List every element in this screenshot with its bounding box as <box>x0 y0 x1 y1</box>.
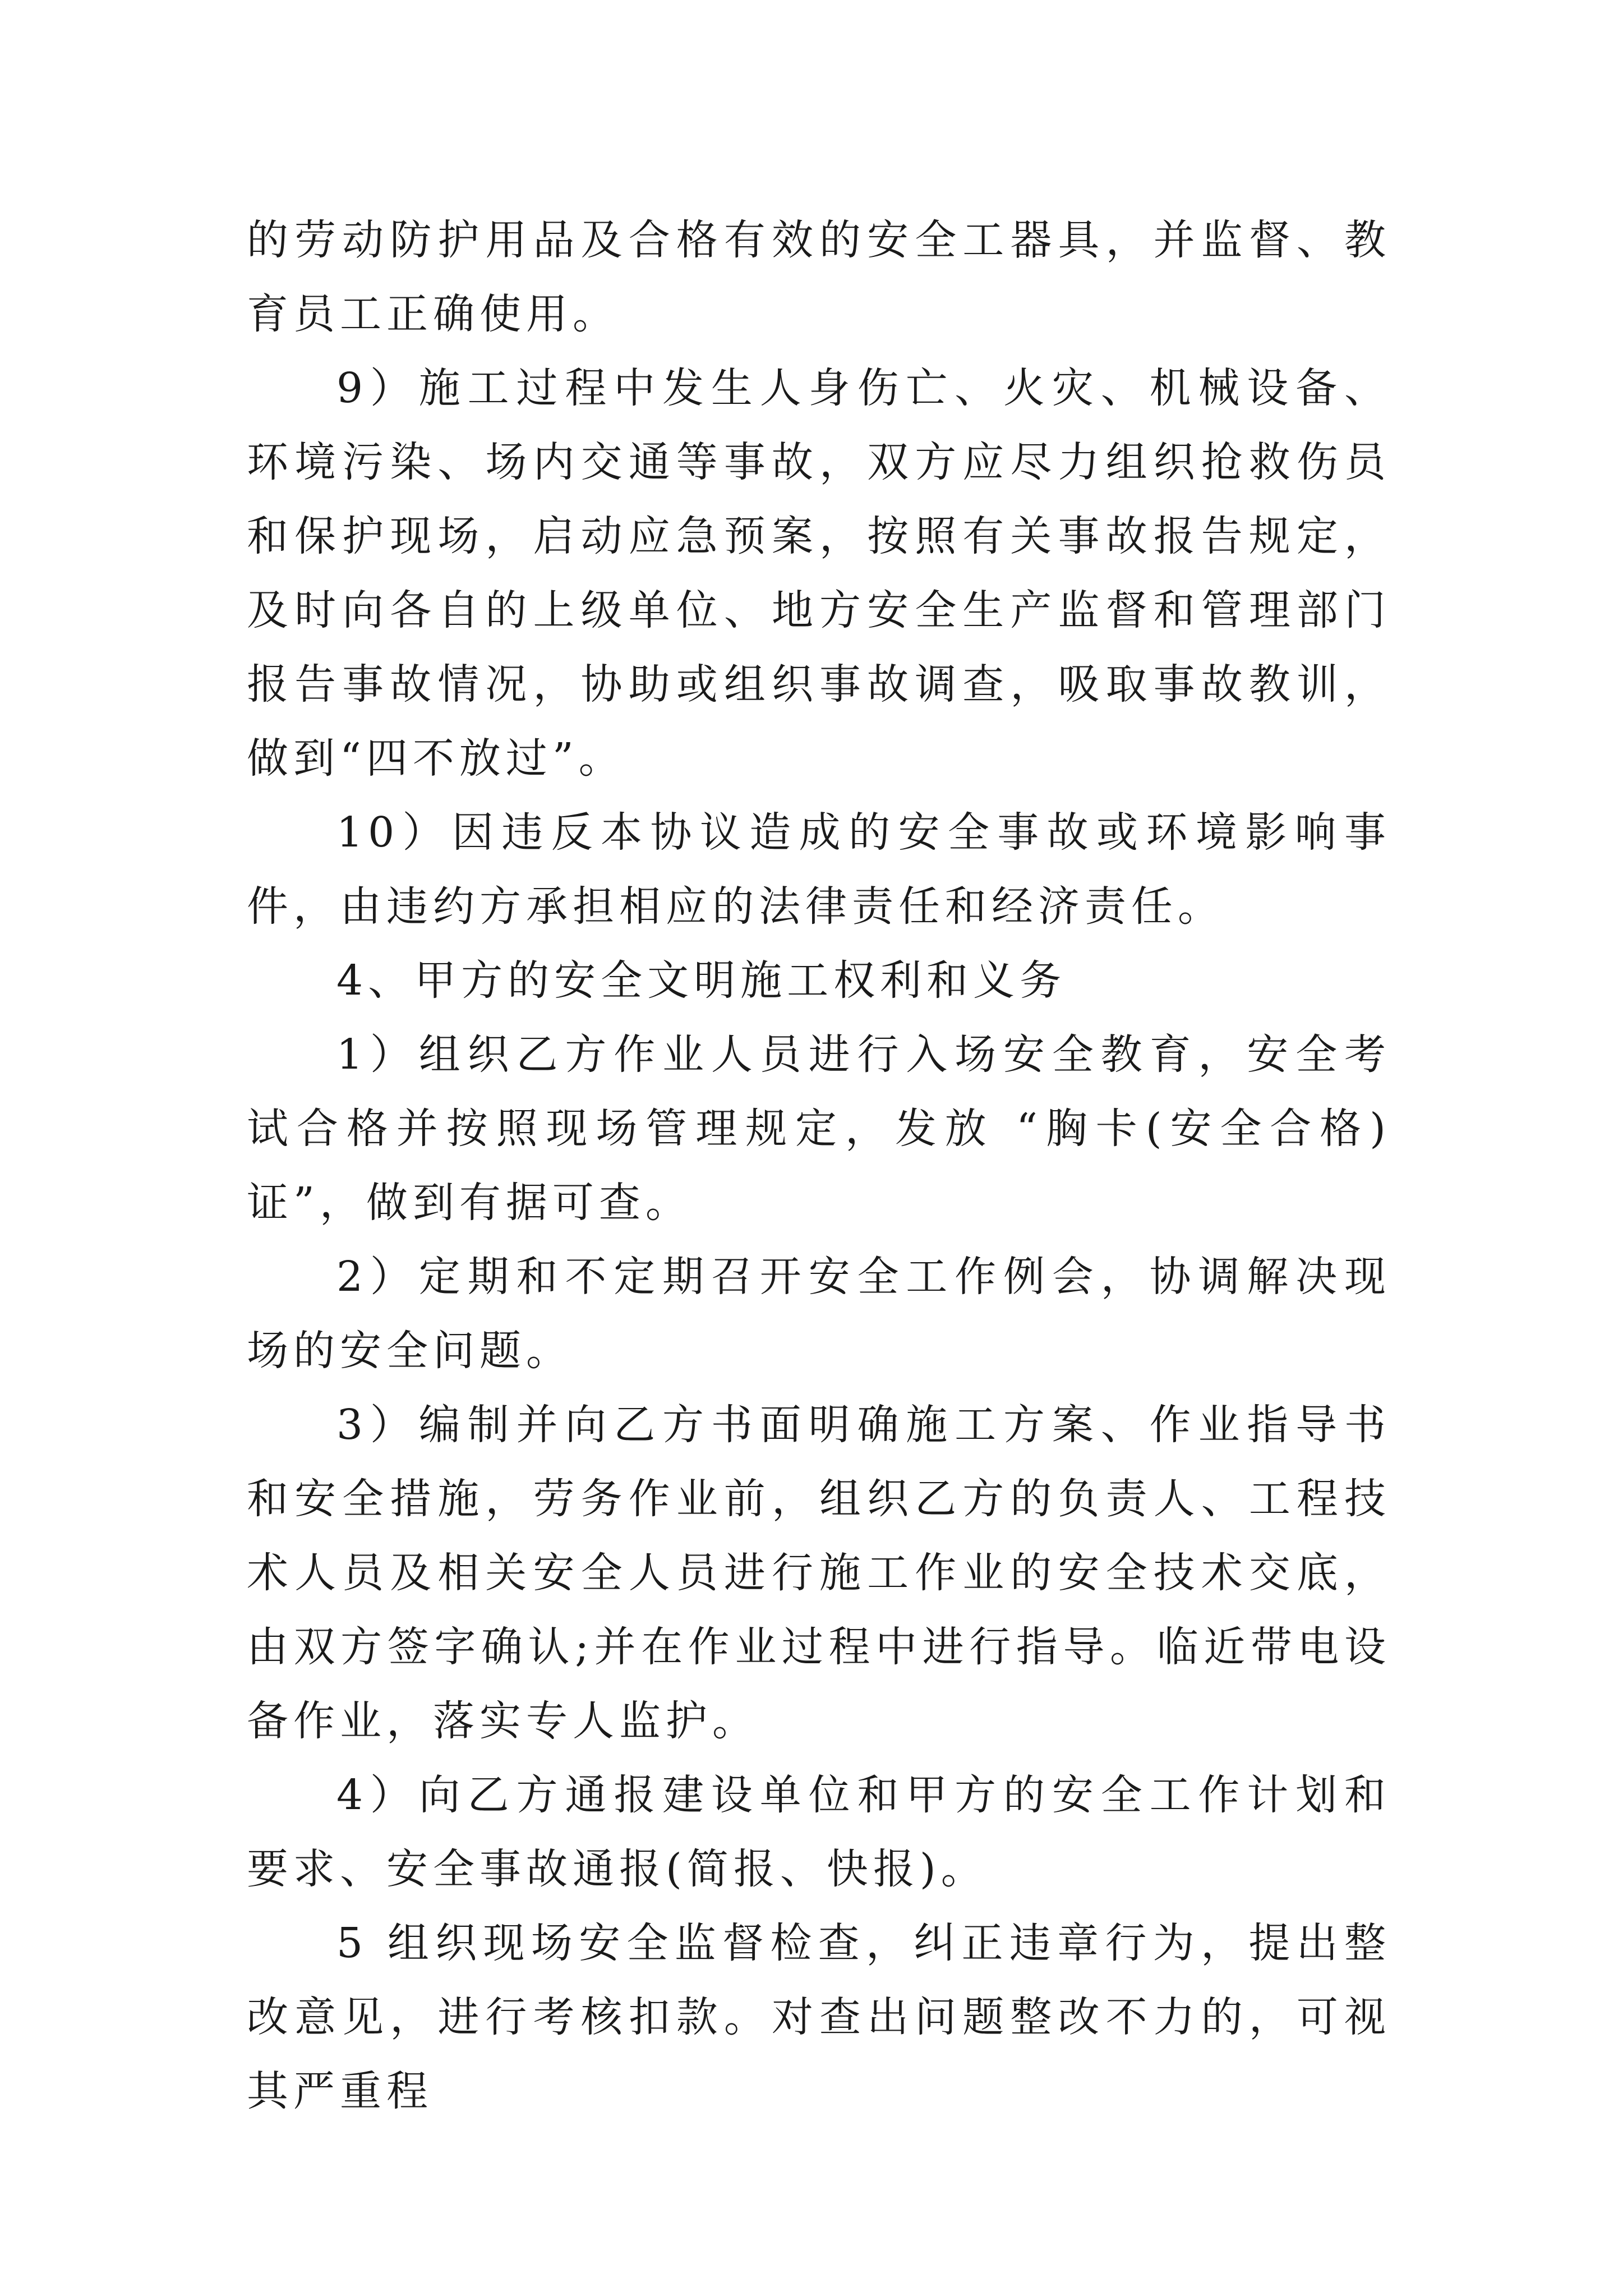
paragraph-item-5: 5 组织现场安全监督检查，纠正违章行为，提出整改意见，进行考核扣款。对查出问题整改不力的，可视其严重程 <box>247 1919 1391 2115</box>
paragraph-item-1: 1）组织乙方作业人员进行入场安全教育，安全考试合格并按照现场管理规定，发放 “胸卡(安全合格)证”，做到有据可查。 <box>247 1030 1391 1227</box>
paragraph-item-2: 2）定期和不定期召开安全工作例会，协调解决现场的安全问题。 <box>247 1253 1391 1375</box>
paragraph-item-3: 3）编制并向乙方书面明确施工方案、作业指导书和安全措施，劳务作业前，组织乙方的负责人、工程技术人员及相关安全人员进行施工作业的安全技术交底，由双方签字确认;并在作业过程中进行指导。临近带电设备作业，落实专人监护。 <box>247 1401 1391 1745</box>
paragraph-item-10: 10）因违反本协议造成的安全事故或环境影响事件，由违约方承担相应的法律责任和经济责任。 <box>247 808 1391 931</box>
paragraph-item-9: 9）施工过程中发生人身伤亡、火灾、机械设备、环境污染、场内交通等事故，双方应尽力组织抢救伤员和保护现场，启动应急预案，按照有关事故报告规定，及时向各自的上级单位、地方安全生产监督和管理部门报告事故情况，协助或组织事故调查，吸取事故教训，做到“四不放过”。 <box>247 364 1391 783</box>
paragraph-continuation: 的劳动防护用品及合格有效的安全工器具，并监督、教育员工正确使用。 <box>247 216 1391 338</box>
body-text <box>247 203 1391 2128</box>
paragraph-item-4: 4）向乙方通报建设单位和甲方的安全工作计划和要求、安全事故通报(简报、快报)。 <box>247 1771 1391 1893</box>
section-heading-4: 4、甲方的安全文明施工权利和义务 <box>336 956 1067 1005</box>
